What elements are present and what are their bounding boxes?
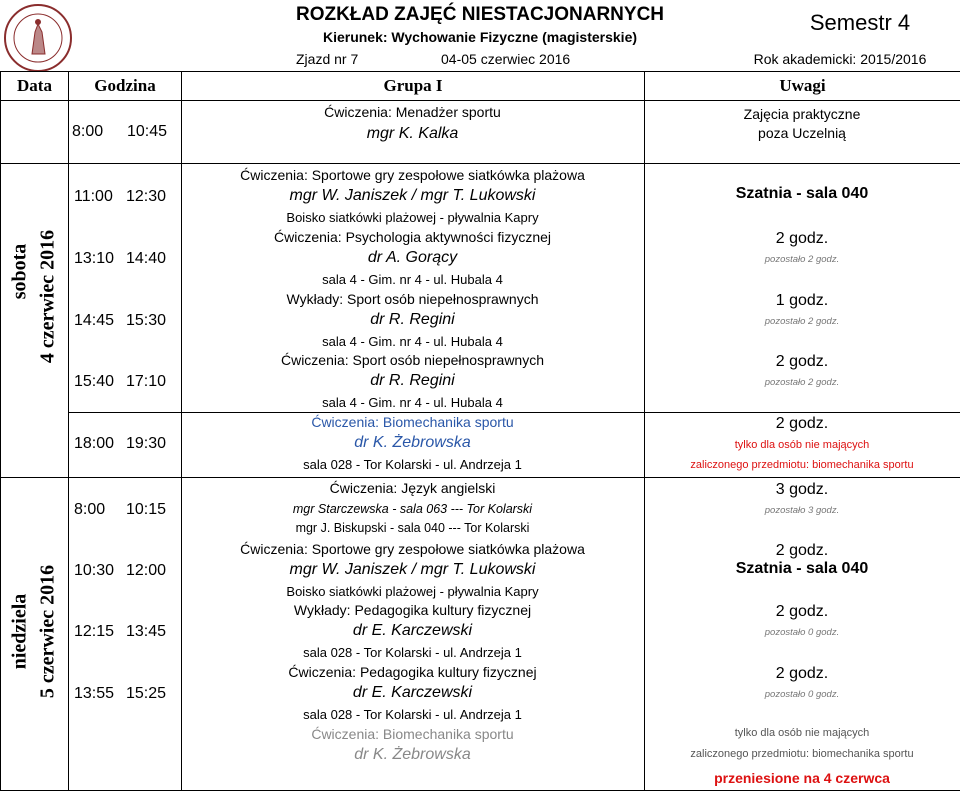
time-start: 8:00	[74, 501, 105, 519]
room: Boisko siatkówki plażowej - pływalnia Kapry	[181, 210, 644, 225]
class-title: Ćwiczenia: Pedagogika kultury fizycznej	[181, 664, 644, 680]
document-title: ROZKŁAD ZAJĘĆ NIESTACJONARNYCH	[0, 4, 960, 26]
room: sala 4 - Gim. nr 4 - ul. Hubala 4	[181, 272, 644, 287]
class-title: Wykłady: Pedagogika kultury fizycznej	[181, 602, 644, 618]
semester-label: Semestr 4	[760, 10, 960, 36]
note-hours: 2 godz.	[644, 353, 960, 371]
academic-year: Rok akademicki: 2015/2016	[720, 51, 960, 67]
room: sala 4 - Gim. nr 4 - ul. Hubala 4	[181, 334, 644, 349]
time-end: 15:30	[126, 312, 166, 330]
note-remaining: pozostało 3 godz.	[644, 505, 960, 516]
time-end: 17:10	[126, 373, 166, 391]
teacher: dr K. Żebrowska	[181, 746, 644, 764]
field-of-study: Kierunek: Wychowanie Fizyczne (magisterskie)	[0, 29, 960, 45]
note-remaining: zaliczonego przedmiotu: biomechanika sportu	[644, 748, 960, 760]
teacher: dr R. Regini	[181, 372, 644, 390]
time-start: 12:15	[74, 623, 114, 641]
time-end: 12:30	[126, 188, 166, 206]
time-start: 18:00	[74, 435, 114, 453]
time-end: 10:45	[127, 123, 167, 141]
note-remaining: pozostało 0 godz.	[644, 689, 960, 700]
room: sala 028 - Tor Kolarski - ul. Andrzeja 1	[181, 457, 644, 472]
teacher: dr R. Regini	[181, 311, 644, 329]
teacher: mgr W. Janiszek / mgr T. Lukowski	[181, 187, 644, 205]
time-start: 11:00	[74, 188, 113, 206]
note-location: poza Uczelnią	[644, 125, 960, 141]
note-extra: przeniesione na 4 czerwca	[644, 770, 960, 786]
room: sala 4 - Gim. nr 4 - ul. Hubala 4	[181, 395, 644, 410]
note-remaining: Szatnia - sala 040	[644, 185, 960, 203]
note-hours: 2 godz.	[644, 603, 960, 621]
note-extra: zaliczonego przedmiotu: biomechanika sportu	[644, 459, 960, 471]
note-hours: tylko dla osób nie mających	[644, 727, 960, 739]
time-start: 8:00	[72, 123, 103, 141]
day-sunday-name: niedziela	[9, 562, 32, 702]
note-hours: 2 godz.	[644, 415, 960, 433]
note-remaining: pozostało 2 godz.	[644, 377, 960, 388]
time-end: 15:25	[126, 685, 166, 703]
class-title: Ćwiczenia: Sportowe gry zespołowe siatkówka plażowa	[181, 167, 644, 183]
class-title: Ćwiczenia: Biomechanika sportu	[181, 726, 644, 742]
note-remaining: pozostało 2 godz.	[644, 316, 960, 327]
time-end: 19:30	[126, 435, 166, 453]
time-end: 12:00	[126, 562, 166, 580]
teacher: dr A. Gorący	[181, 249, 644, 267]
column-header-date: Data	[1, 72, 69, 101]
teacher: dr E. Karczewski	[181, 622, 644, 640]
teacher: mgr W. Janiszek / mgr T. Lukowski	[181, 561, 644, 579]
note-remaining: pozostało 0 godz.	[644, 627, 960, 638]
note-remaining: pozostało 2 godz.	[644, 254, 960, 265]
teacher: dr E. Karczewski	[181, 684, 644, 702]
note-hours: 2 godz.	[644, 665, 960, 683]
time-start: 15:40	[74, 373, 114, 391]
class-title: Ćwiczenia: Język angielski	[181, 480, 644, 496]
room: Boisko siatkówki plażowej - pływalnia Kapry	[181, 584, 644, 599]
room: mgr J. Biskupski - sala 040 --- Tor Kolarski	[181, 521, 644, 535]
column-header-group: Grupa I	[182, 72, 645, 101]
time-end: 13:45	[126, 623, 166, 641]
note-remaining: tylko dla osób nie mających	[644, 439, 960, 451]
teacher: mgr K. Kalka	[181, 125, 644, 143]
time-end: 14:40	[126, 250, 166, 268]
teacher: dr K. Żebrowska	[181, 434, 644, 452]
class-title: Wykłady: Sport osób niepełnosprawnych	[181, 291, 644, 307]
teacher: mgr Starczewska - sala 063 --- Tor Kolarski	[181, 502, 644, 516]
time-start: 13:10	[74, 250, 114, 268]
day-saturday-name: sobota	[9, 202, 32, 342]
day-saturday-date: 4 czerwiec 2016	[37, 207, 60, 387]
day-sunday-date: 5 czerwiec 2016	[37, 542, 60, 722]
meeting-dates: 04-05 czerwiec 2016	[441, 51, 570, 67]
note-hours: 1 godz.	[644, 292, 960, 310]
class-title: Ćwiczenia: Sport osób niepełnosprawnych	[181, 352, 644, 368]
time-start: 14:45	[74, 312, 114, 330]
meeting-number: Zjazd nr 7	[296, 51, 358, 67]
time-start: 13:55	[74, 685, 114, 703]
note-hours: 2 godz.	[644, 542, 960, 560]
room: sala 028 - Tor Kolarski - ul. Andrzeja 1	[181, 707, 644, 722]
time-end: 10:15	[126, 501, 166, 519]
class-title: Ćwiczenia: Psychologia aktywności fizycznej	[181, 229, 644, 245]
note-practical: Zajęcia praktyczne	[644, 106, 960, 122]
time-start: 10:30	[74, 562, 114, 580]
note-hours: 3 godz.	[644, 481, 960, 499]
class-title: Ćwiczenia: Sportowe gry zespołowe siatkówka plażowa	[181, 541, 644, 557]
column-header-notes: Uwagi	[645, 72, 960, 101]
class-title: Ćwiczenia: Biomechanika sportu	[181, 414, 644, 430]
note-hours: 2 godz.	[644, 230, 960, 248]
note-remaining: Szatnia - sala 040	[644, 560, 960, 578]
row-divider	[68, 412, 960, 413]
column-header-time: Godzina	[69, 72, 182, 101]
room: sala 028 - Tor Kolarski - ul. Andrzeja 1	[181, 645, 644, 660]
class-title: Ćwiczenia: Menadżer sportu	[181, 104, 644, 120]
